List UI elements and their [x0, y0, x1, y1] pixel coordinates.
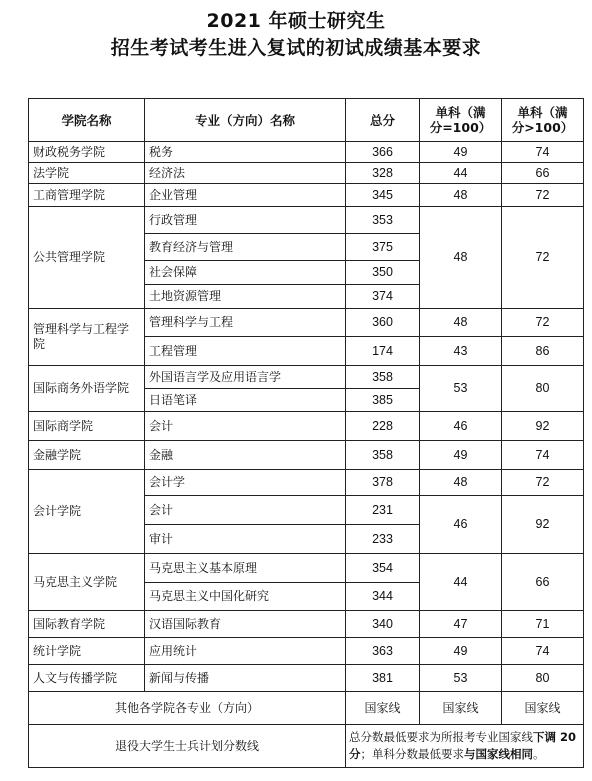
single-100-cell: 48 — [420, 207, 502, 309]
total-cell: 381 — [346, 665, 420, 692]
note-text-2: ；单科分数最低要求 — [360, 747, 464, 761]
single-100-cell: 48 — [420, 184, 502, 207]
header-single-over-100-line1: 单科（满 — [517, 105, 568, 120]
title-line-1: 2021 年硕士研究生 — [206, 10, 386, 32]
header-single-100-line1: 单科（满 — [435, 105, 486, 120]
total-cell: 国家线 — [346, 692, 420, 725]
single-100-cell: 46 — [420, 412, 502, 441]
single-over-100-cell: 74 — [502, 441, 584, 470]
college-cell: 公共管理学院 — [29, 207, 145, 309]
major-cell: 会计学 — [145, 470, 346, 496]
veteran-plan-note — [346, 725, 584, 768]
table-row — [29, 665, 584, 692]
major-cell: 管理科学与工程 — [145, 309, 346, 337]
note-bold-1: 下调 20 分 — [349, 730, 577, 761]
college-cell: 国际商学院 — [29, 412, 145, 441]
single-100-cell: 44 — [420, 554, 502, 611]
single-over-100-cell: 92 — [502, 496, 584, 554]
header-major: 专业（方向）名称 — [145, 99, 346, 142]
score-requirements-table — [28, 98, 584, 768]
single-100-cell: 48 — [420, 309, 502, 337]
college-cell: 会计学院 — [29, 470, 145, 554]
table-row-other-colleges — [29, 692, 584, 725]
college-cell: 马克思主义学院 — [29, 554, 145, 611]
major-cell: 行政管理 — [145, 207, 346, 234]
header-single-over-100-line2: 分>100） — [511, 120, 574, 135]
single-over-100-cell: 74 — [502, 142, 584, 163]
major-cell: 外国语言学及应用语言学 — [145, 366, 346, 389]
single-over-100-cell: 80 — [502, 665, 584, 692]
major-cell: 应用统计 — [145, 638, 346, 665]
total-cell: 174 — [346, 337, 420, 366]
single-100-cell: 48 — [420, 470, 502, 496]
major-cell: 审计 — [145, 525, 346, 554]
table-row — [29, 142, 584, 163]
single-100-cell: 53 — [420, 665, 502, 692]
single-over-100-cell: 72 — [502, 184, 584, 207]
total-cell: 228 — [346, 412, 420, 441]
single-over-100-cell: 72 — [502, 207, 584, 309]
table-row — [29, 638, 584, 665]
total-cell: 375 — [346, 234, 420, 261]
single-100-cell: 43 — [420, 337, 502, 366]
table-row — [29, 309, 584, 337]
table-row — [29, 412, 584, 441]
college-cell: 金融学院 — [29, 441, 145, 470]
single-over-100-cell: 74 — [502, 638, 584, 665]
major-cell: 经济法 — [145, 163, 346, 184]
table-row — [29, 366, 584, 389]
total-cell: 344 — [346, 583, 420, 611]
major-cell: 汉语国际教育 — [145, 611, 346, 638]
single-100-cell: 46 — [420, 496, 502, 554]
total-cell: 233 — [346, 525, 420, 554]
college-cell: 工商管理学院 — [29, 184, 145, 207]
total-cell: 363 — [346, 638, 420, 665]
college-cell: 管理科学与工程学院 — [29, 309, 145, 366]
major-cell: 新闻与传播 — [145, 665, 346, 692]
total-cell: 358 — [346, 366, 420, 389]
single-100-cell: 49 — [420, 142, 502, 163]
single-100-cell: 国家线 — [420, 692, 502, 725]
table-header-row — [29, 99, 584, 142]
college-cell: 国际商务外语学院 — [29, 366, 145, 412]
major-cell: 土地资源管理 — [145, 285, 346, 309]
college-cell: 国际教育学院 — [29, 611, 145, 638]
single-100-cell: 53 — [420, 366, 502, 412]
total-cell: 328 — [346, 163, 420, 184]
single-100-cell: 49 — [420, 441, 502, 470]
veteran-plan-label: 退役大学生士兵计划分数线 — [29, 725, 346, 768]
major-cell: 马克思主义基本原理 — [145, 554, 346, 583]
single-100-cell: 49 — [420, 638, 502, 665]
major-cell: 社会保障 — [145, 261, 346, 285]
total-cell: 358 — [346, 441, 420, 470]
single-over-100-cell: 72 — [502, 470, 584, 496]
total-cell: 385 — [346, 389, 420, 412]
total-cell: 360 — [346, 309, 420, 337]
header-total: 总分 — [346, 99, 420, 142]
header-college: 学院名称 — [29, 99, 145, 142]
note-text-1: 总分数最低要求为所报考专业国家线 — [349, 730, 533, 744]
total-cell: 353 — [346, 207, 420, 234]
major-cell: 马克思主义中国化研究 — [145, 583, 346, 611]
major-cell: 会计 — [145, 496, 346, 525]
major-cell: 工程管理 — [145, 337, 346, 366]
single-over-100-cell: 71 — [502, 611, 584, 638]
total-cell: 374 — [346, 285, 420, 309]
total-cell: 345 — [346, 184, 420, 207]
major-cell: 金融 — [145, 441, 346, 470]
college-cell: 人文与传播学院 — [29, 665, 145, 692]
title-line-2: 招生考试考生进入复试的初试成绩基本要求 — [110, 37, 482, 59]
header-single-100 — [420, 99, 502, 142]
major-cell: 企业管理 — [145, 184, 346, 207]
note-text-3: 。 — [533, 747, 545, 761]
table-row — [29, 184, 584, 207]
total-cell: 340 — [346, 611, 420, 638]
single-100-cell: 47 — [420, 611, 502, 638]
total-cell: 354 — [346, 554, 420, 583]
college-cell: 法学院 — [29, 163, 145, 184]
table-row — [29, 163, 584, 184]
total-cell: 231 — [346, 496, 420, 525]
table-row — [29, 611, 584, 638]
table-row-veteran-plan — [29, 725, 584, 768]
table-row — [29, 207, 584, 234]
other-colleges-label: 其他各学院各专业（方向） — [29, 692, 346, 725]
total-cell: 366 — [346, 142, 420, 163]
single-over-100-cell: 86 — [502, 337, 584, 366]
table-row — [29, 441, 584, 470]
single-over-100-cell: 国家线 — [502, 692, 584, 725]
single-over-100-cell: 92 — [502, 412, 584, 441]
total-cell: 378 — [346, 470, 420, 496]
header-single-100-line2: 分=100） — [429, 120, 492, 135]
major-cell: 教育经济与管理 — [145, 234, 346, 261]
note-bold-2: 与国家线相同 — [464, 747, 533, 761]
college-cell: 财政税务学院 — [29, 142, 145, 163]
major-cell: 会计 — [145, 412, 346, 441]
single-100-cell: 44 — [420, 163, 502, 184]
major-cell: 日语笔译 — [145, 389, 346, 412]
college-cell: 统计学院 — [29, 638, 145, 665]
single-over-100-cell: 80 — [502, 366, 584, 412]
total-cell: 350 — [346, 261, 420, 285]
major-cell: 税务 — [145, 142, 346, 163]
table-row — [29, 554, 584, 583]
header-single-over-100 — [502, 99, 584, 142]
single-over-100-cell: 66 — [502, 163, 584, 184]
single-over-100-cell: 72 — [502, 309, 584, 337]
single-over-100-cell: 66 — [502, 554, 584, 611]
table-row — [29, 470, 584, 496]
